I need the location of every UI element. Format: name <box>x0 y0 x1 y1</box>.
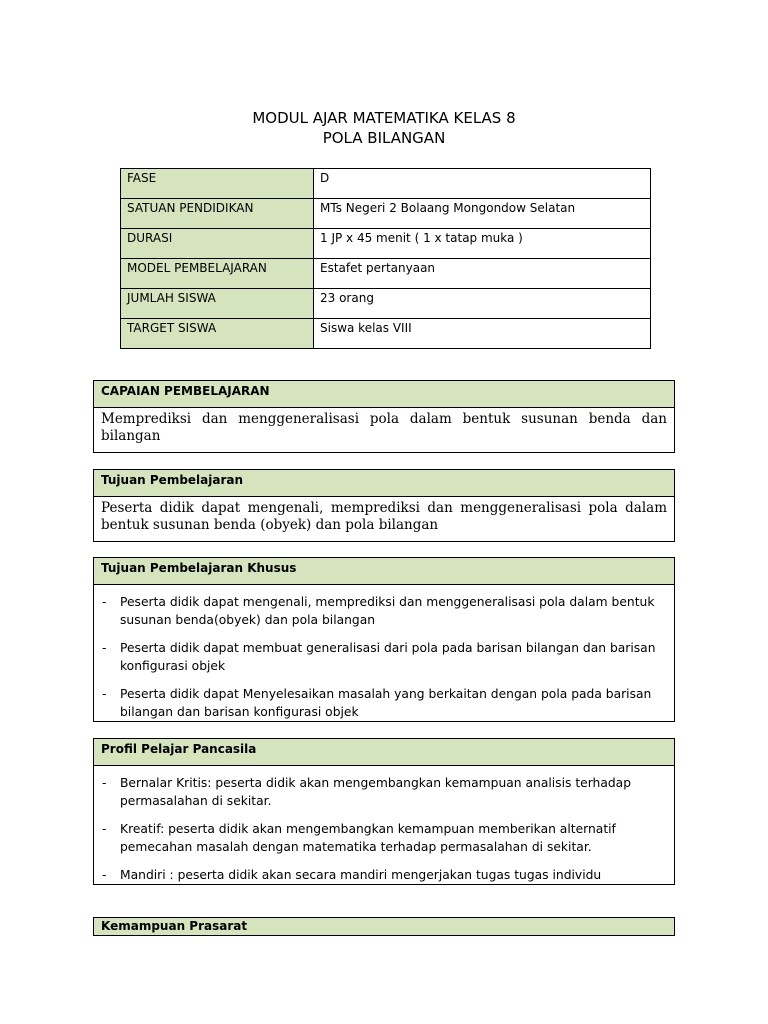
bullet-marker: - <box>102 687 107 701</box>
info-label: TARGET SISWA <box>121 319 314 349</box>
list-item <box>102 593 666 629</box>
section-heading: Profil Pelajar Pancasila <box>94 739 674 766</box>
section-heading: CAPAIAN PEMBELAJARAN <box>94 381 674 408</box>
info-value: D <box>314 169 651 199</box>
table-row <box>121 169 651 199</box>
section-text: Peserta didik dapat mengenali, memprediksi dan menggeneralisasi pola dalam bentuk susunan benda (obyek) dan pola bilangan <box>101 500 667 533</box>
info-label: DURASI <box>121 229 314 259</box>
prasarat-section <box>93 917 675 936</box>
table-row <box>121 319 651 349</box>
bullet-marker: - <box>102 595 107 609</box>
bullet-list <box>94 766 674 898</box>
document-title: MODUL AJAR MATEMATIKA KELAS 8 <box>252 109 516 127</box>
table-row <box>121 199 651 229</box>
capaian-section <box>93 380 675 453</box>
document-subtitle: POLA BILANGAN <box>322 129 446 147</box>
tujuan-section <box>93 469 675 542</box>
table-row <box>121 229 651 259</box>
list-item-text: Peserta didik dapat Menyelesaikan masalah yang berkaitan dengan pola pada barisan bilangan dan barisan konfigurasi objek <box>120 687 652 719</box>
list-item-text: Peserta didik dapat mengenali, memprediksi dan menggeneralisasi pola dalam bentuk susunan benda(obyek) dan pola bilangan <box>120 595 655 627</box>
list-item-text: Mandiri : peserta didik akan secara mandiri mengerjakan tugas tugas individu <box>120 868 602 882</box>
list-item-text: Kreatif: peserta didik akan mengembangkan kemampuan memberikan alternatif pemecahan masalah dengan matematika terhadap permasalahan di sekitar. <box>120 822 616 854</box>
list-item-text: Bernalar Kritis: peserta didik akan mengembangkan kemampuan analisis terhadap permasalahan di sekitar. <box>120 776 632 808</box>
bullet-marker: - <box>102 776 107 790</box>
section-heading: Tujuan Pembelajaran Khusus <box>94 558 674 585</box>
info-value: Siswa kelas VIII <box>314 319 651 349</box>
info-value: Estafet pertanyaan <box>314 259 651 289</box>
info-table <box>120 168 651 349</box>
section-heading: Kemampuan Prasarat <box>94 918 674 935</box>
list-item <box>102 774 666 810</box>
profil-section <box>93 738 675 885</box>
section-heading: Tujuan Pembelajaran <box>94 470 674 497</box>
info-value: 1 JP x 45 menit ( 1 x tatap muka ) <box>314 229 651 259</box>
list-item <box>102 866 666 884</box>
bullet-marker: - <box>102 822 107 836</box>
info-label: SATUAN PENDIDIKAN <box>121 199 314 229</box>
info-label: FASE <box>121 169 314 199</box>
bullet-marker: - <box>102 868 107 882</box>
list-item <box>102 820 666 856</box>
list-item-text: Peserta didik dapat membuat generalisasi dari pola pada barisan bilangan dan barisan konfigurasi objek <box>120 641 656 673</box>
section-text: Memprediksi dan menggeneralisasi pola dalam bentuk susunan benda dan bilangan <box>101 411 667 444</box>
info-value: MTs Negeri 2 Bolaang Mongondow Selatan <box>314 199 651 229</box>
table-row <box>121 259 651 289</box>
bullet-list <box>94 585 674 735</box>
info-value: 23 orang <box>314 289 651 319</box>
tujuan-khusus-section <box>93 557 675 722</box>
list-item <box>102 685 666 721</box>
info-label: JUMLAH SISWA <box>121 289 314 319</box>
info-label: MODEL PEMBELAJARAN <box>121 259 314 289</box>
list-item <box>102 639 666 675</box>
table-row <box>121 289 651 319</box>
bullet-marker: - <box>102 641 107 655</box>
